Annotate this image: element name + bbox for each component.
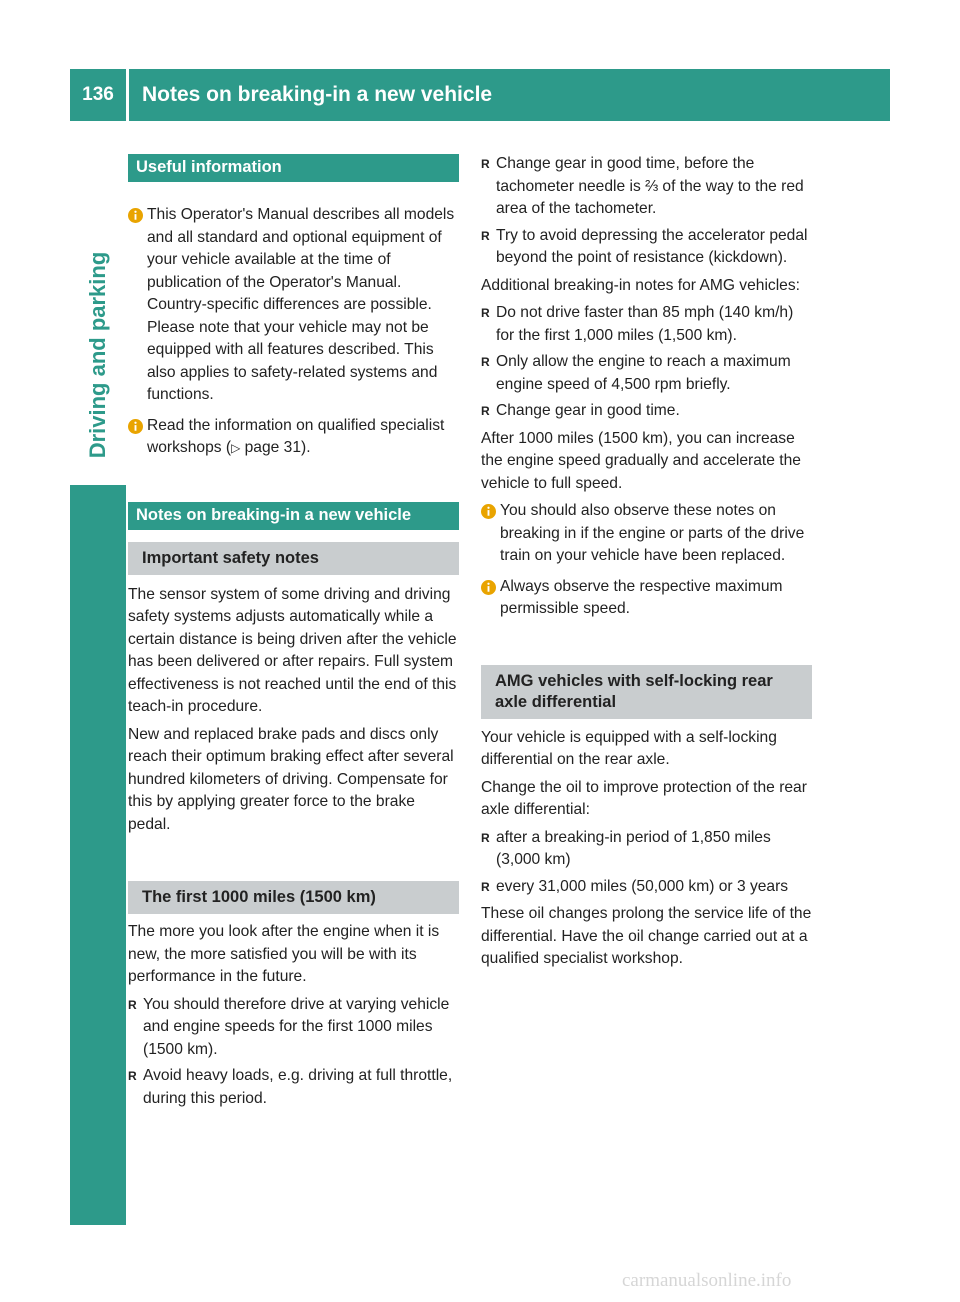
info-text: You should also observe these notes on breaking in if the engine or parts of the drive train on your vehicle have been replaced. bbox=[500, 502, 805, 564]
list-item: R Change gear in good time, before the tachometer needle is ⅔ of the way to the red area of the tachometer. bbox=[481, 155, 804, 217]
first-miles-heading: The first 1000 miles (1500 km) bbox=[128, 881, 459, 914]
list-item: R after a breaking-in period of 1,850 miles (3,000 km) bbox=[481, 828, 771, 868]
list-item: R Only allow the engine to reach a maximum engine speed of 4,500 rpm briefly. bbox=[481, 353, 791, 393]
list-item: R every 31,000 miles (50,000 km) or 3 years bbox=[481, 876, 812, 899]
info-icon bbox=[128, 419, 143, 434]
bullet-marker: R bbox=[481, 228, 490, 243]
amg-diff-paragraph-3: These oil changes prolong the service life of the differential. Have the oil change carried out at a qualified specialist workshop. bbox=[481, 905, 812, 967]
bullet-marker: R bbox=[481, 157, 490, 171]
info-icon bbox=[481, 504, 496, 519]
info-note bbox=[128, 204, 459, 407]
section-label: Driving and parking bbox=[85, 251, 110, 459]
safety-paragraph-1: The sensor system of some driving and driving safety systems adjusts automatically while a certain distance is being driven after the vehicle has been delivered or after repairs. Full system effectiveness is not reached until the end of this teach-in procedure. bbox=[128, 585, 457, 715]
first-miles-paragraph: The more you look after the engine when it is new, the more satisfied you will be with its performance in the future. bbox=[128, 923, 440, 985]
info-note bbox=[128, 415, 459, 460]
list-item: R You should therefore drive at varying vehicle and engine speeds for the first 1000 miles (1500 km). bbox=[128, 995, 450, 1058]
breakin-heading: Notes on breaking-in a new vehicle bbox=[128, 502, 459, 530]
bullet-marker: R bbox=[481, 355, 490, 369]
safety-notes-heading: Important safety notes bbox=[128, 542, 459, 575]
info-note bbox=[481, 576, 812, 621]
header-divider bbox=[126, 69, 129, 121]
info-text: Always observe the respective maximum permissible speed. bbox=[500, 577, 783, 617]
bullet-marker: R bbox=[128, 997, 137, 1012]
list-item: R Change gear in good time. bbox=[481, 400, 812, 423]
list-item: R Try to avoid depressing the accelerator pedal beyond the point of resistance (kickdown). bbox=[481, 226, 808, 266]
page-number: 136 bbox=[82, 84, 114, 105]
amg-list bbox=[481, 302, 812, 423]
info-note bbox=[481, 500, 812, 568]
left-column bbox=[128, 154, 459, 1115]
bullet-marker: R bbox=[481, 306, 490, 320]
amg-intro: Additional breaking-in notes for AMG vehicles: bbox=[481, 276, 800, 294]
useful-info-heading: Useful information bbox=[128, 154, 459, 182]
info-icon bbox=[128, 208, 143, 223]
page-ref-arrow-icon: ▷ bbox=[231, 441, 241, 455]
amg-diff-heading: AMG vehicles with self-locking rear axle differential bbox=[481, 665, 812, 719]
safety-paragraph-2: New and replaced brake pads and discs only reach their optimum braking effect after several hundred kilometers of driving. Compensate for this by applying greater force to the brake pedal. bbox=[128, 725, 454, 833]
page-ref-link[interactable]: page 31). bbox=[240, 439, 311, 456]
list-item: R Avoid heavy loads, e.g. driving at full throttle, during this period. bbox=[128, 1067, 453, 1107]
bullet-marker: R bbox=[481, 404, 490, 418]
right-column bbox=[481, 153, 812, 976]
watermark: carmanualsonline.info bbox=[622, 1270, 792, 1291]
page-title: Notes on breaking-in a new vehicle bbox=[142, 83, 493, 106]
list-item: R Do not drive faster than 85 mph (140 km/h) for the first 1,000 miles (1,500 km). bbox=[481, 304, 794, 344]
first-miles-list bbox=[128, 994, 459, 1111]
amg-diff-paragraph-1: Your vehicle is equipped with a self-locking differential on the rear axle. bbox=[481, 728, 777, 768]
after-paragraph: After 1000 miles (1500 km), you can increase the engine speed gradually and accelerate the vehicle to full speed. bbox=[481, 429, 801, 492]
bullet-marker: R bbox=[481, 830, 490, 845]
gear-list bbox=[481, 153, 812, 270]
info-text: This Operator's Manual describes all models and all standard and optional equipment of your vehicle available at the time of publication of the Operator's Manual. Country-specific differences are possible. Please note that your vehicle may not be equipped with all features described. This also applies to safety-related systems and functions. bbox=[147, 206, 455, 403]
info-icon bbox=[481, 580, 496, 595]
amg-diff-paragraph-2: Change the oil to improve protection of the rear axle differential: bbox=[481, 778, 807, 818]
info-text: Read the information on qualified specialist workshops ( bbox=[147, 416, 445, 456]
oil-change-list bbox=[481, 827, 812, 899]
bullet-marker: R bbox=[481, 879, 490, 894]
bullet-marker: R bbox=[128, 1069, 137, 1083]
